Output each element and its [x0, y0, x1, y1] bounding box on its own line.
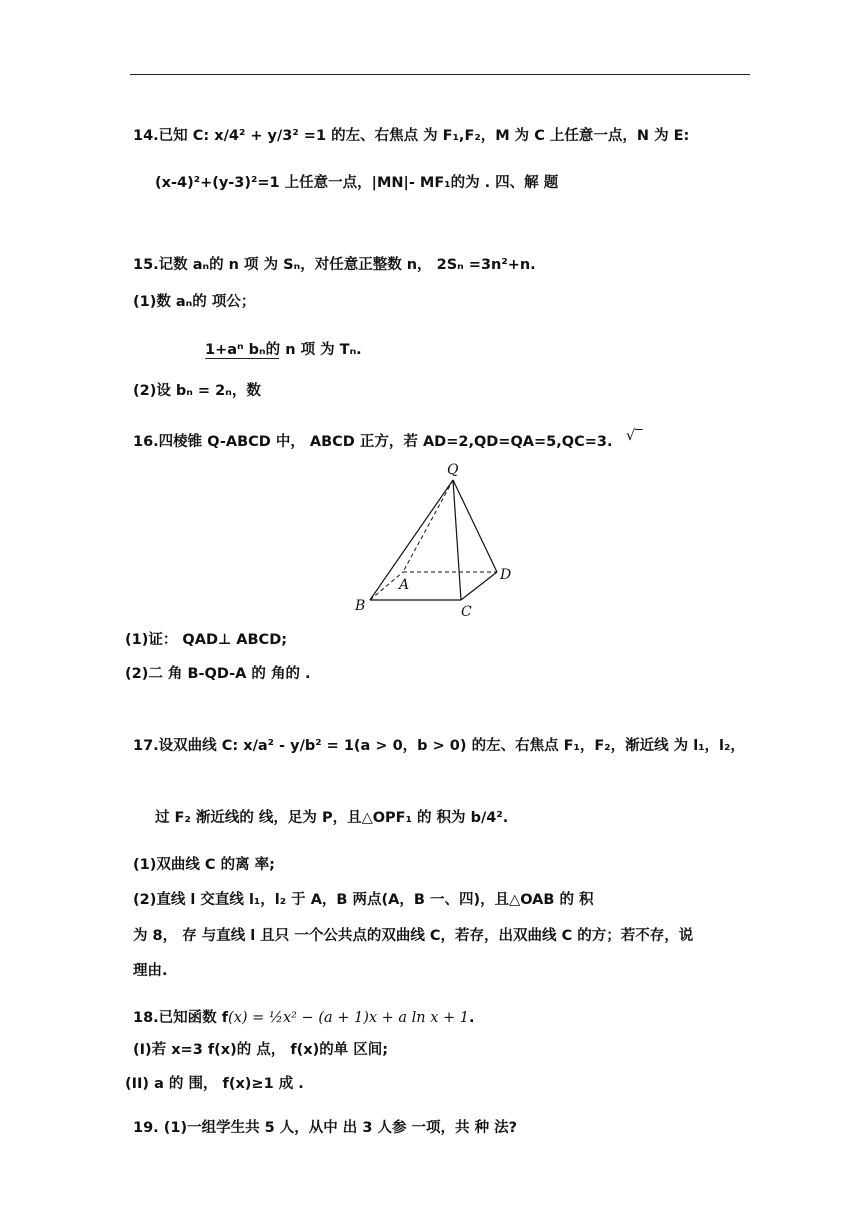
edge-QB: [370, 480, 453, 600]
q17-line4: (2)直线 l 交直线 l₁，l₂ 于 A，B 两点(A，B 一、四)，且△OAB 的 积: [133, 892, 594, 908]
header-rule: [130, 74, 750, 75]
pyramid-figure: [0, 458, 868, 618]
q19-line1: 19. (1)一组学生共 5 人，从中 出 3 人参 一项，共 种 法?: [133, 1120, 518, 1136]
edge-QC: [453, 480, 461, 600]
edge-QD: [453, 480, 497, 572]
q15-line1: 15.记数 aₙ的 n 项 为 Sₙ，对任意正整数 n， 2Sₙ =3n²+n.: [133, 257, 536, 273]
label-C: C: [461, 604, 472, 618]
q18-prefix: 18.已知函数 f: [133, 1010, 229, 1026]
q17-line2: 过 F₂ 渐近线的 线，足为 P，且△OPF₁ 的 积为 b/4².: [155, 810, 509, 826]
sqrt-symbol: √‾: [626, 428, 643, 444]
q17-line5: 为 8， 存 与直线 l 且只 一个公共点的双曲线 C，若存，出双曲线 C 的方；若不存，说: [133, 928, 694, 944]
q14-line2: (x-4)²+(y-3)²=1 上任意一点，|MN|- MF₁的为 . 四、解 题: [155, 175, 559, 191]
label-A: A: [399, 577, 410, 593]
q18-suffix: .: [469, 1010, 475, 1026]
label-Q: Q: [447, 462, 459, 478]
q14-line1: 14.已知 C: x/4² + y/3² =1 的左、右焦点 为 F₁,F₂，M 为 C 上任意一点，N 为 E:: [133, 128, 690, 144]
q17-line3: (1)双曲线 C 的离 率;: [133, 857, 275, 873]
q15-line4: (2)设 bₙ = 2ₙ，数: [133, 383, 261, 399]
label-D: D: [500, 567, 512, 583]
q17-line1: 17.设双曲线 C: x/a² - y/b² = 1(a > 0，b > 0) 的左、右焦点 F₁，F₂，渐近线 为 l₁，l₂，: [133, 738, 745, 754]
q15-line3: 1+aⁿ bₙ的 n 项 为 Tₙ.: [205, 342, 362, 358]
q18-line3: (II) a 的 围， f(x)≥1 成 .: [125, 1076, 304, 1092]
q18-line1: [133, 1008, 475, 1028]
q18-formula: (x) = ½x² − (a + 1)x + a ln x + 1: [228, 1010, 470, 1026]
q16-line3: (2)二 角 B-QD-A 的 角的 .: [125, 666, 311, 682]
edge-QA-hidden: [403, 480, 453, 572]
label-B: B: [355, 598, 366, 614]
q17-line6: 理由.: [133, 963, 168, 979]
edge-CD: [461, 572, 497, 600]
q16-line1: 16.四棱锥 Q-ABCD 中， ABCD 正方，若 AD=2,QD=QA=5,QC=3.: [133, 434, 613, 450]
q18-line2: (I)若 x=3 f(x)的 点， f(x)的单 区间;: [133, 1042, 389, 1058]
q16-line2: (1)证： QAD⊥ ABCD;: [125, 632, 288, 648]
fraction-bar: [205, 358, 279, 359]
q15-line2: (1)数 aₙ的 项公；: [133, 294, 256, 310]
